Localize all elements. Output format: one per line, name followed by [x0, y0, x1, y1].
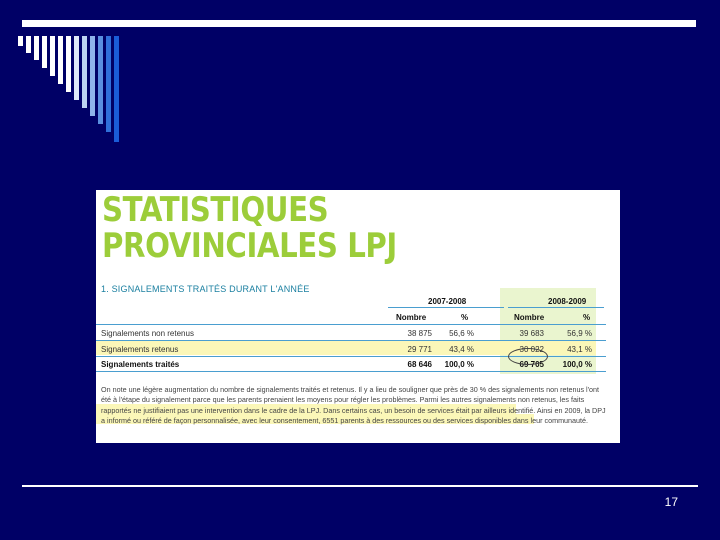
column-header: Nombre — [514, 313, 545, 322]
table-row-label: Signalements traités — [101, 360, 180, 369]
rule — [96, 324, 606, 325]
table-row-label: Signalements retenus — [101, 345, 179, 354]
rule — [388, 307, 504, 308]
table-cell: 69 705 — [519, 360, 544, 369]
table-cell: 56,6 % — [449, 329, 474, 338]
table-cell: 68 646 — [407, 360, 432, 369]
body-paragraph: On note une légère augmentation du nombre de signalements traités et retenus. Il y a lieu de souligner que près de 30 % des signalements non retenus l'ont été à l'étape du signalement parce que les parents prenaient les moyens pour régler les problèmes. Parmi les autres signalements non retenus, les faits rapportés ne justifiaient pas une intervention dans le cadre de la LPJ. Dans certains cas, un besoin de services était par ailleurs identifié. Ainsi en 2009, la DPJ a informé ou référé de façon personnalisée, avec leur consentement, 6551 parents à des ressources ou des services disponibles dans leur communauté. — [101, 385, 606, 426]
decorative-bars — [18, 36, 128, 146]
page-number: 17 — [664, 495, 678, 509]
column-header: % — [461, 313, 469, 322]
table-cell: 39 683 — [519, 329, 544, 338]
table-cell: 100,0 % — [444, 360, 474, 369]
period-header: 2008-2009 — [548, 297, 587, 306]
table-cell: 30 022 — [519, 345, 544, 354]
table-cell: 38 875 — [407, 329, 432, 338]
table-cell: 43,4 % — [449, 345, 474, 354]
top-rule — [22, 20, 696, 27]
section-heading: 1. SIGNALEMENTS TRAITÉS DURANT L'ANNÉE — [101, 284, 310, 294]
rule — [96, 340, 606, 341]
column-header: Nombre — [396, 313, 427, 322]
period-header: 2007-2008 — [428, 297, 467, 306]
rule — [96, 371, 606, 372]
rule — [508, 307, 604, 308]
table-cell: 100,0 % — [562, 360, 592, 369]
column-header: % — [583, 313, 591, 322]
table-cell: 56,9 % — [567, 329, 592, 338]
table-cell: 29 771 — [407, 345, 432, 354]
circled-value-mark — [508, 348, 548, 365]
document-title: STATISTIQUES PROVINCIALES LPJ — [102, 190, 397, 266]
bottom-rule — [22, 485, 698, 487]
table-cell: 43,1 % — [567, 345, 592, 354]
document-scan — [96, 190, 620, 443]
table-row-label: Signalements non retenus — [101, 329, 194, 338]
